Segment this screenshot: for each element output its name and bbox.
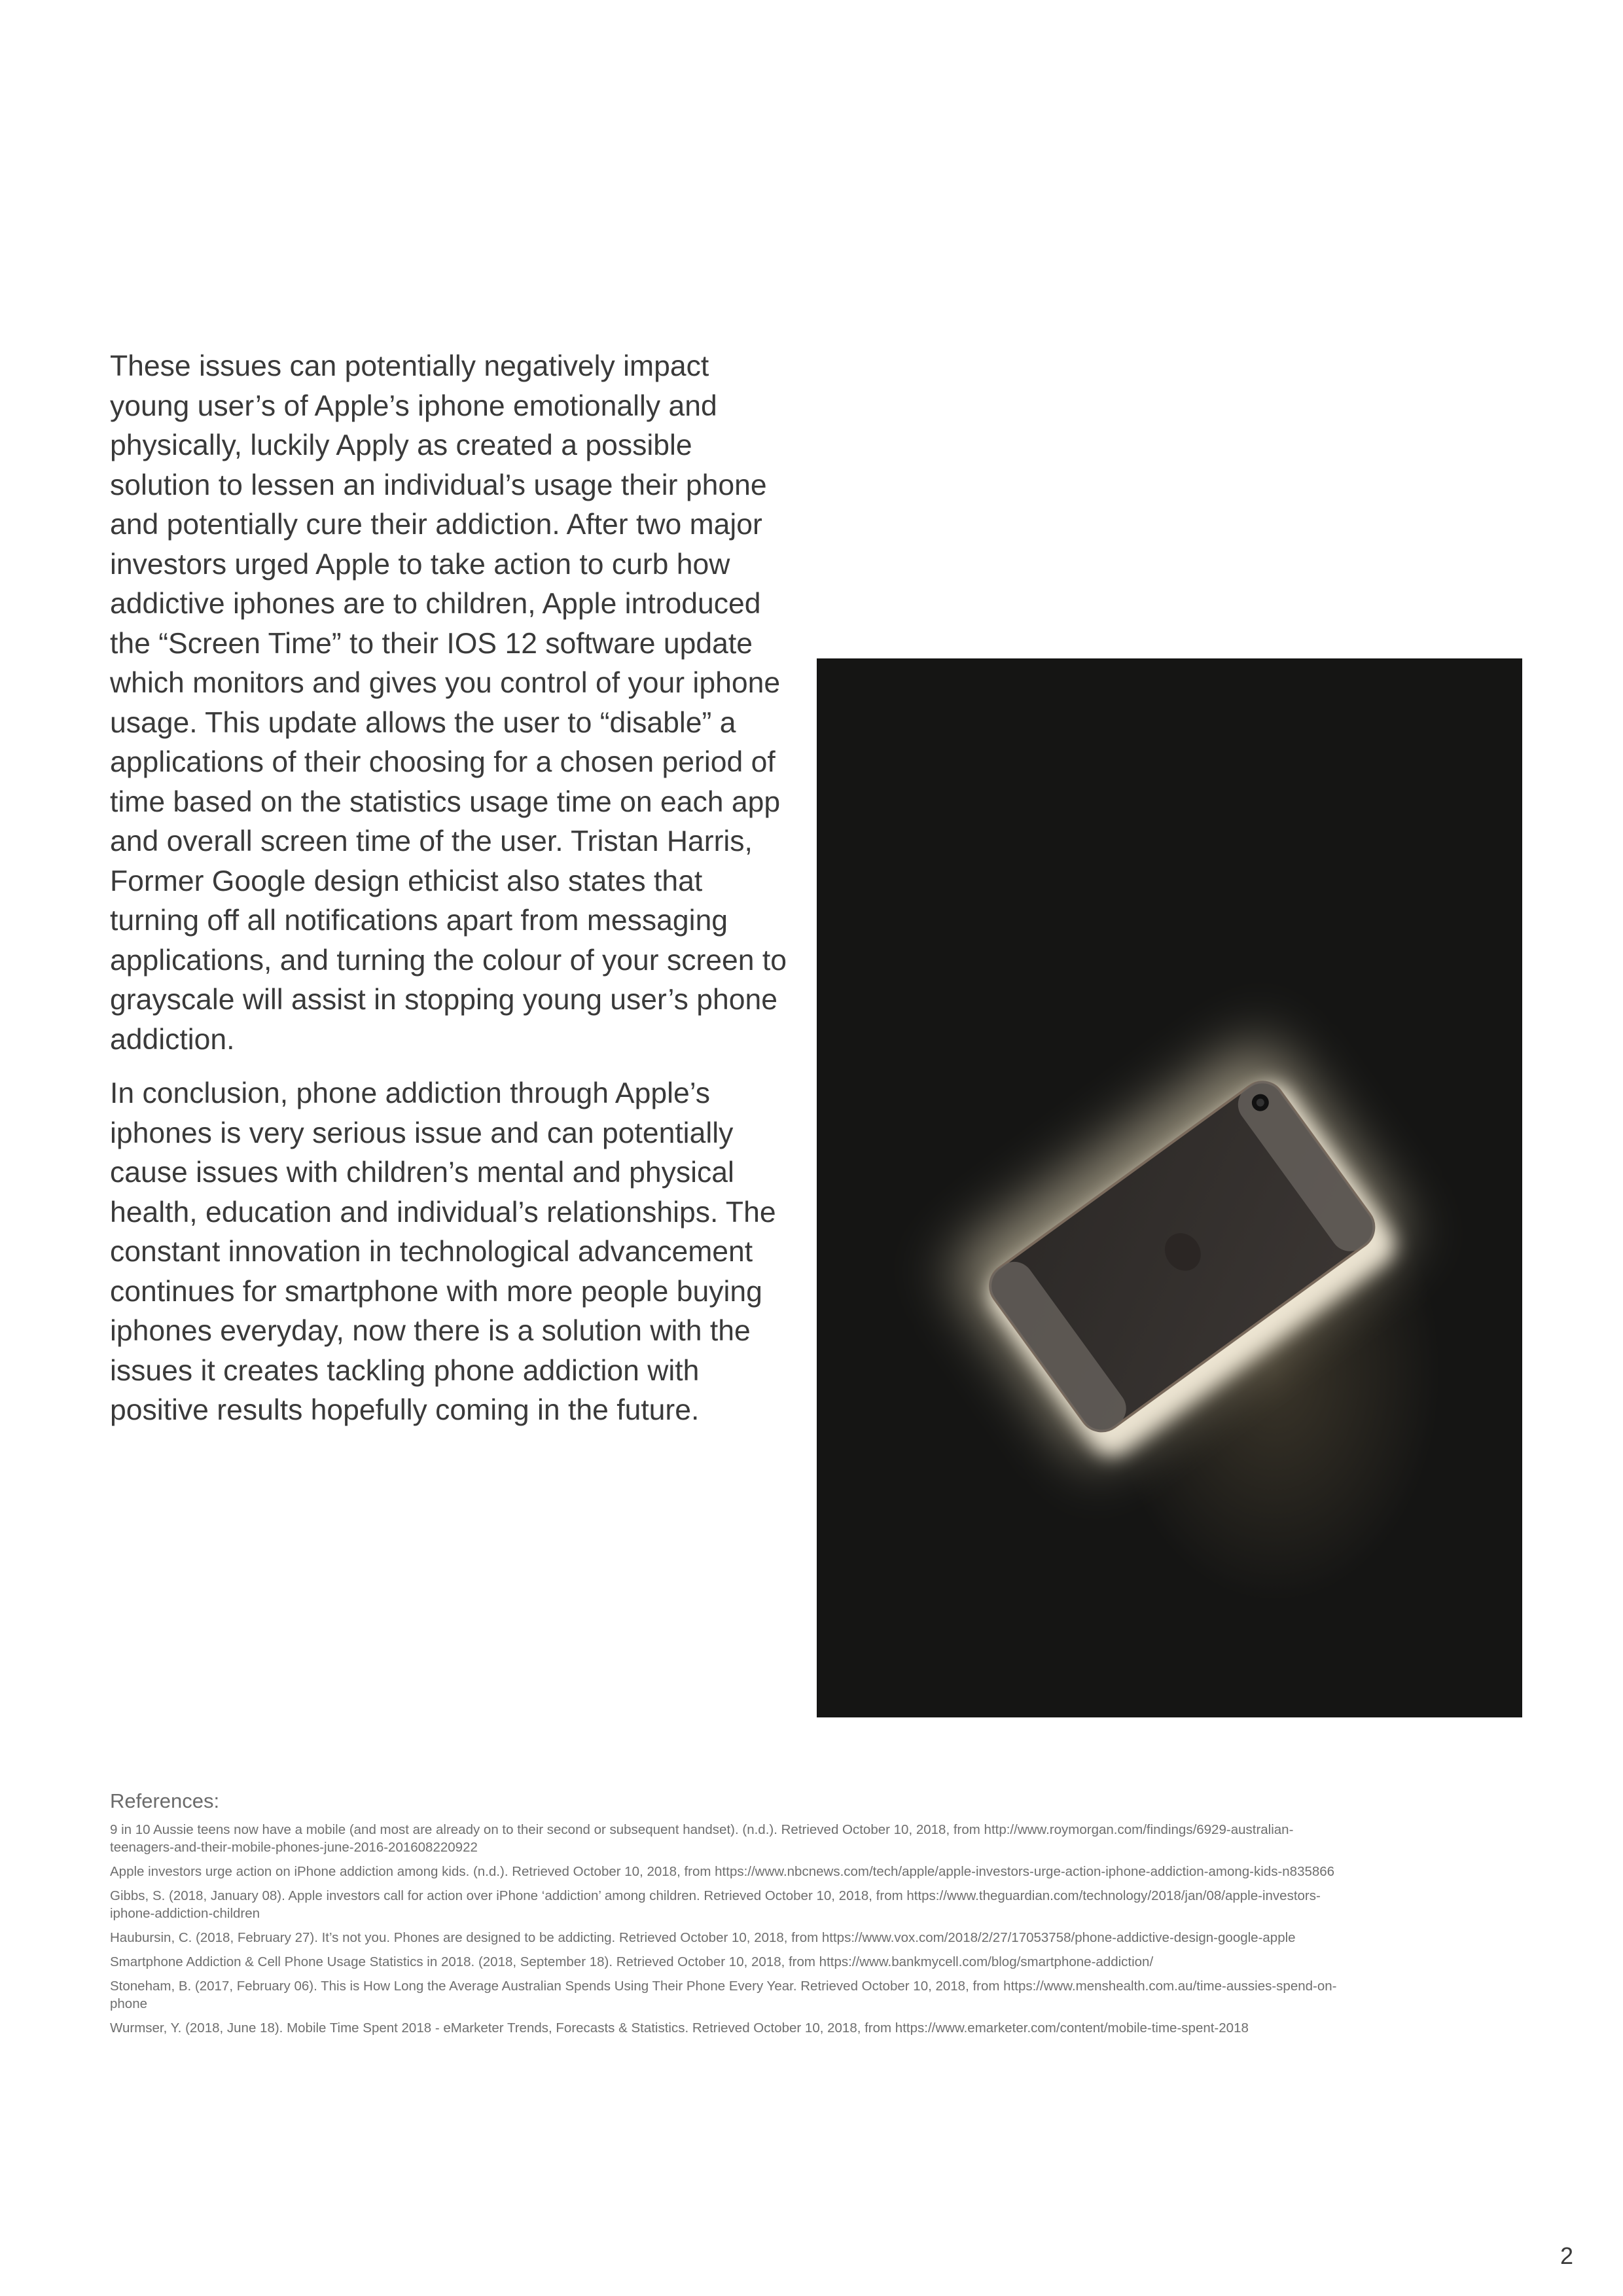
body-text: [110, 347, 791, 1445]
reference-item: Haubursin, C. (2018, February 27). It’s not you. Phones are designed to be addicting. Retrieved October 10, 2018, from https://www.vox.com/2018/2/27/17053758/phone-addictive-design-google-apple: [110, 1930, 1296, 1945]
reference-item: Stoneham, B. (2017, February 06). This is How Long the Average Australian Spends Using Their Phone Every Year. Retrieved October 10, 2018, from https://www.menshealth.com.au/time-aussies-spend-on-phone: [110, 1979, 1337, 2011]
references-section: [110, 1788, 1340, 2043]
glowing-iphone-photo: [817, 658, 1522, 1717]
reference-item: Gibbs, S. (2018, January 08). Apple investors call for action over iPhone ‘addiction’ among children. Retrieved October 10, 2018, from https://www.theguardian.com/technology/2018/jan/08/apple-investors-iphone-addiction-children: [110, 1888, 1321, 1921]
reference-item: Smartphone Addiction & Cell Phone Usage Statistics in 2018. (2018, September 18). Retrieved October 10, 2018, from https://www.bankmycell.com/blog/smartphone-addiction/: [110, 1954, 1154, 1969]
body-paragraph: These issues can potentially negatively impact young user’s of Apple’s iphone emotionally and physically, luckily Apply as created a possible solution to lessen an individual’s usage their phone and potentially cure their addiction. After two major investors urged Apple to take action to curb how addictive iphones are to children, Apple introduced the “Screen Time” to their IOS 12 software update which monitors and gives you control of your iphone usage. This update allows the user to “disable” a applications of their choosing for a chosen period of time based on the statistics usage time on each app and overall screen time of the user. Tristan Harris, Former Google design ethicist also states that turning off all notifications apart from messaging applications, and turning the colour of your screen to grayscale will assist in stopping young user’s phone addiction.: [110, 350, 787, 1056]
reference-item: Apple investors urge action on iPhone addiction among kids. (n.d.). Retrieved October 10, 2018, from https://www.nbcnews.com/tech/apple/apple-investors-urge-action-iphone-addiction-among-kids-n835866: [110, 1864, 1335, 1879]
page-number: 2: [1560, 2242, 1573, 2269]
reference-item: Wurmser, Y. (2018, June 18). Mobile Time Spent 2018 - eMarketer Trends, Forecasts & Statistics. Retrieved October 10, 2018, from https://www.emarketer.com/content/mobile-time-spent-2018: [110, 2020, 1249, 2036]
iphone-icon: [817, 658, 1522, 1717]
body-paragraph: In conclusion, phone addiction through Apple’s iphones is very serious issue and can potentially cause issues with children’s mental and physical health, education and individual’s relationships. The constant innovation in technological advancement continues for smartphone with more people buying iphones everyday, now there is a solution with the issues it creates tackling phone addiction with positive results hopefully coming in the future.: [110, 1077, 776, 1426]
reference-item: 9 in 10 Aussie teens now have a mobile (and most are already on to their second or subsequent handset). (n.d.). Retrieved October 10, 2018, from http://www.roymorgan.com/findings/6929-australian-teenagers-and-their-mobile-phones-june-2016-201608220922: [110, 1822, 1294, 1855]
references-heading: References:: [110, 1789, 220, 1812]
